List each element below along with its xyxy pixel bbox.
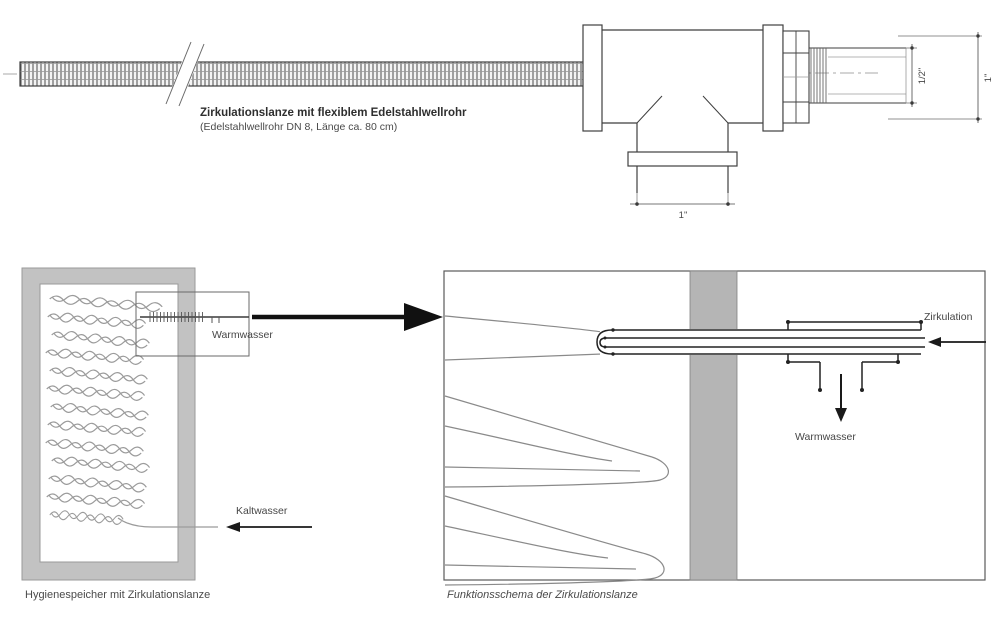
threaded-section (809, 48, 828, 103)
hex-nut (783, 31, 809, 123)
zoom-arrow-icon (252, 303, 443, 331)
tank-interior (40, 284, 178, 562)
drawing-subtitle: (Edelstahlwellrohr DN 8, Länge ca. 80 cm) (200, 121, 398, 133)
schema-caption: Funktionsschema der Zirkulationslanze (447, 589, 638, 601)
drawing-title: Zirkulationslanze mit flexiblem Edelstahlwellrohr (200, 107, 467, 119)
tank-wall-bar (690, 271, 737, 580)
dimension-inner (906, 44, 928, 107)
kaltwasser-label: Kaltwasser (236, 505, 288, 517)
dim-inner-label: 1/2" (917, 67, 928, 85)
schema-lance (597, 328, 925, 355)
schema-diagram (444, 271, 986, 601)
corrugated-flex-pipe (20, 62, 585, 86)
left-flange (583, 25, 602, 131)
dim-outer-label: 1" (983, 73, 994, 83)
tank-warmwasser-label: Warmwasser (212, 329, 273, 341)
branch-pipe (637, 123, 728, 152)
dim-branch-label: 1" (678, 210, 688, 221)
right-flange (763, 25, 783, 131)
tank-diagram (22, 268, 443, 601)
dimension-branch (630, 193, 735, 221)
t-fitting (583, 25, 906, 193)
zirkulation-label: Zirkulation (924, 311, 973, 323)
lance-technical-drawing (3, 25, 994, 221)
branch-flange (628, 152, 737, 166)
pipe-nipple (828, 48, 906, 103)
dimension-outer (888, 32, 994, 123)
tank-caption: Hygienespeicher mit Zirkulationslanze (25, 589, 211, 601)
kaltwasser-arrow-icon (226, 522, 240, 532)
schema-warmwasser-label: Warmwasser (795, 431, 856, 443)
